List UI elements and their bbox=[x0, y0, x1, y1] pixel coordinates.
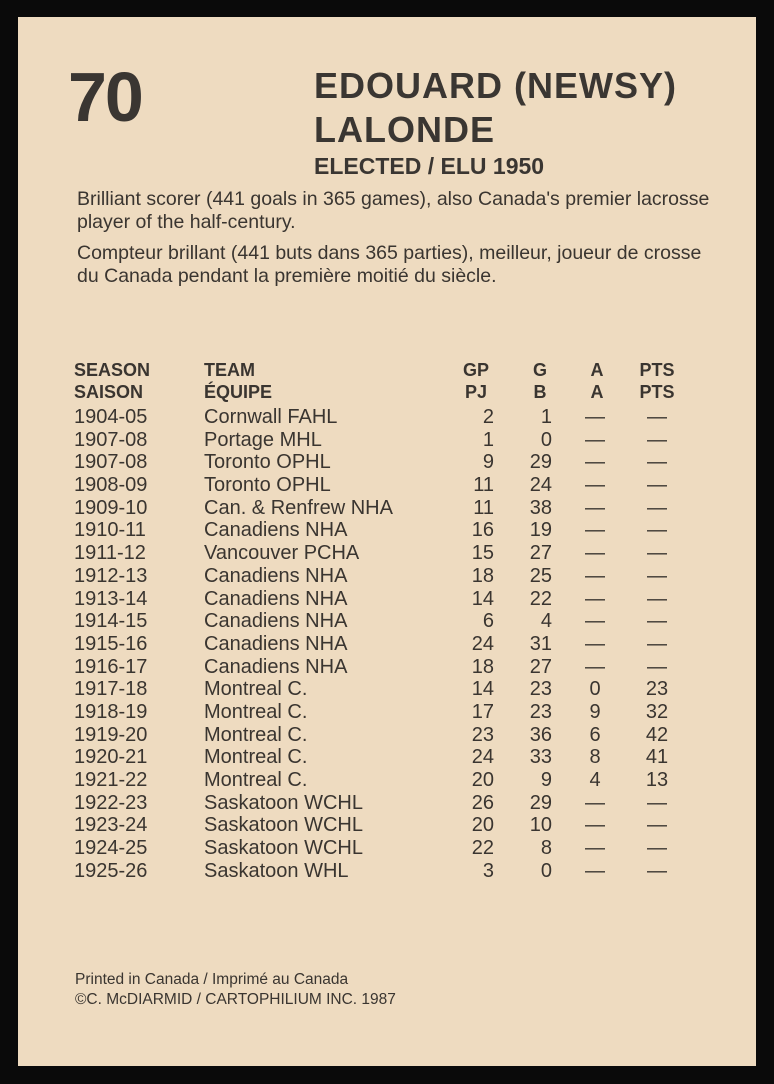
card-number: 70 bbox=[68, 58, 142, 136]
goals-cell: 4 bbox=[540, 610, 552, 633]
gp-cell: 14 bbox=[471, 587, 494, 610]
team-cell: Canadiens NHA bbox=[204, 632, 348, 655]
gp-cell: 22 bbox=[471, 837, 494, 860]
header-team: TEAM ÉQUIPE bbox=[204, 360, 273, 402]
goals-cell: 29 bbox=[529, 791, 552, 814]
team-cell: Montreal C. bbox=[204, 746, 308, 769]
team-cell: Can. & Renfrew NHA bbox=[204, 496, 393, 519]
goals-cell: 27 bbox=[529, 655, 552, 678]
team-cell: Portage MHL bbox=[204, 428, 322, 451]
bio-english: Brilliant scorer (441 goals in 365 games), also Canada's premier lacrosse player of the half-century. bbox=[77, 188, 710, 233]
season-cell: 1915-16 bbox=[74, 632, 148, 655]
gp-cell: 15 bbox=[471, 542, 494, 565]
card-back bbox=[18, 17, 756, 1066]
assists-cell: — bbox=[585, 610, 605, 633]
points-cell: — bbox=[647, 632, 667, 655]
season-cell: 1922-23 bbox=[74, 791, 148, 814]
gp-cell: 24 bbox=[471, 632, 494, 655]
points-cell: — bbox=[647, 791, 667, 814]
stats-row bbox=[18, 860, 756, 883]
season-cell: 1920-21 bbox=[74, 746, 148, 769]
assists-cell: — bbox=[585, 542, 605, 565]
team-cell: Montreal C. bbox=[204, 769, 308, 791]
points-cell: — bbox=[647, 610, 667, 633]
points-cell: — bbox=[647, 542, 667, 565]
assists-cell: — bbox=[585, 837, 605, 860]
goals-cell: 10 bbox=[529, 814, 552, 837]
goals-cell: 36 bbox=[529, 723, 552, 746]
goals-cell: 23 bbox=[529, 678, 552, 701]
assists-cell: 9 bbox=[589, 700, 601, 723]
assists-cell: — bbox=[585, 564, 605, 587]
team-cell: Vancouver PCHA bbox=[204, 542, 360, 565]
stats-row bbox=[18, 588, 756, 611]
team-cell: Montreal C. bbox=[204, 723, 308, 746]
stats-row bbox=[18, 474, 756, 497]
stats-row bbox=[18, 633, 756, 656]
points-cell: — bbox=[647, 474, 667, 497]
header-a: A A bbox=[590, 360, 604, 402]
points-cell: — bbox=[647, 564, 667, 587]
goals-cell: 25 bbox=[529, 564, 552, 587]
stats-row bbox=[18, 814, 756, 837]
footer-copyright: ©C. McDIARMID / CARTOPHILIUM INC. 1987 bbox=[75, 991, 396, 1008]
stats-row bbox=[18, 542, 756, 565]
goals-cell: 29 bbox=[529, 451, 552, 474]
gp-cell: 20 bbox=[471, 814, 494, 837]
assists-cell: — bbox=[585, 519, 605, 542]
team-cell: Montreal C. bbox=[204, 678, 308, 701]
team-cell: Toronto OPHL bbox=[204, 474, 331, 497]
goals-cell: 31 bbox=[529, 632, 552, 655]
assists-cell: 8 bbox=[589, 746, 601, 769]
assists-cell: — bbox=[585, 814, 605, 837]
season-cell: 1910-11 bbox=[74, 519, 146, 542]
team-cell: Saskatoon WHL bbox=[204, 859, 349, 882]
season-cell: 1925-26 bbox=[74, 859, 148, 882]
season-cell: 1908-09 bbox=[74, 474, 148, 497]
points-cell: 23 bbox=[645, 678, 669, 701]
assists-cell: 4 bbox=[589, 769, 601, 791]
season-cell: 1907-08 bbox=[74, 451, 148, 474]
season-cell: 1924-25 bbox=[74, 837, 148, 860]
gp-cell: 2 bbox=[482, 406, 494, 428]
assists-cell: 6 bbox=[589, 723, 601, 746]
stats-row bbox=[18, 837, 756, 860]
stats-row bbox=[18, 724, 756, 747]
header-g: G B bbox=[532, 360, 547, 402]
assists-cell: — bbox=[585, 451, 605, 474]
season-cell: 1916-17 bbox=[74, 655, 148, 678]
season-cell: 1904-05 bbox=[74, 406, 148, 428]
stats-row bbox=[18, 429, 756, 452]
stats-row bbox=[18, 746, 756, 769]
goals-cell: 9 bbox=[540, 769, 552, 791]
stats-row bbox=[18, 406, 756, 429]
points-cell: — bbox=[647, 587, 667, 610]
gp-cell: 14 bbox=[471, 678, 494, 701]
assists-cell: — bbox=[585, 587, 605, 610]
season-cell: 1923-24 bbox=[74, 814, 148, 837]
team-cell: Canadiens NHA bbox=[204, 655, 348, 678]
goals-cell: 33 bbox=[529, 746, 552, 769]
points-cell: 13 bbox=[645, 769, 669, 791]
gp-cell: 18 bbox=[471, 655, 494, 678]
points-cell: 41 bbox=[645, 746, 669, 769]
goals-cell: 0 bbox=[540, 428, 552, 451]
gp-cell: 17 bbox=[471, 700, 494, 723]
stats-row bbox=[18, 792, 756, 815]
points-cell: — bbox=[647, 428, 667, 451]
player-name-line2: LALONDE bbox=[314, 109, 495, 150]
stats-row bbox=[18, 565, 756, 588]
gp-cell: 23 bbox=[471, 723, 494, 746]
team-cell: Saskatoon WCHL bbox=[204, 837, 363, 860]
assists-cell: — bbox=[585, 632, 605, 655]
stats-row bbox=[18, 678, 756, 701]
gp-cell: 26 bbox=[471, 791, 494, 814]
bio-french: Compteur brillant (441 buts dans 365 parties), meilleur, joueur de crosse du Canada pendant la première moitié du siècle. bbox=[77, 242, 702, 287]
season-cell: 1909-10 bbox=[74, 496, 148, 519]
points-cell: — bbox=[647, 859, 667, 882]
stats-table bbox=[18, 406, 756, 882]
points-cell: — bbox=[647, 406, 667, 428]
team-cell: Canadiens NHA bbox=[204, 587, 348, 610]
season-cell: 1914-15 bbox=[74, 610, 148, 633]
gp-cell: 18 bbox=[471, 564, 494, 587]
stats-row bbox=[18, 701, 756, 724]
team-cell: Saskatoon WCHL bbox=[204, 814, 363, 837]
points-cell: — bbox=[647, 837, 667, 860]
season-cell: 1921-22 bbox=[74, 769, 148, 791]
team-cell: Canadiens NHA bbox=[204, 564, 348, 587]
points-cell: 42 bbox=[645, 723, 669, 746]
stats-row bbox=[18, 769, 756, 792]
gp-cell: 6 bbox=[482, 610, 494, 633]
gp-cell: 9 bbox=[482, 451, 494, 474]
gp-cell: 1 bbox=[482, 428, 494, 451]
goals-cell: 0 bbox=[540, 859, 552, 882]
team-cell: Canadiens NHA bbox=[204, 519, 348, 542]
assists-cell: — bbox=[585, 655, 605, 678]
points-cell: 32 bbox=[645, 700, 669, 723]
goals-cell: 22 bbox=[529, 587, 552, 610]
points-cell: — bbox=[647, 496, 667, 519]
team-cell: Saskatoon WCHL bbox=[204, 791, 363, 814]
team-cell: Montreal C. bbox=[204, 700, 308, 723]
points-cell: — bbox=[647, 655, 667, 678]
season-cell: 1919-20 bbox=[74, 723, 148, 746]
points-cell: — bbox=[647, 814, 667, 837]
goals-cell: 24 bbox=[529, 474, 552, 497]
assists-cell: — bbox=[585, 496, 605, 519]
gp-cell: 20 bbox=[471, 769, 494, 791]
gp-cell: 16 bbox=[471, 519, 494, 542]
assists-cell: 0 bbox=[589, 678, 601, 701]
header-gp: GP PJ bbox=[462, 360, 489, 402]
assists-cell: — bbox=[585, 474, 605, 497]
gp-cell: 3 bbox=[482, 859, 494, 882]
season-cell: 1917-18 bbox=[74, 678, 148, 701]
season-cell: 1912-13 bbox=[74, 564, 148, 587]
season-cell: 1918-19 bbox=[74, 700, 148, 723]
goals-cell: 19 bbox=[529, 519, 552, 542]
assists-cell: — bbox=[585, 859, 605, 882]
goals-cell: 1 bbox=[540, 406, 552, 428]
stats-row bbox=[18, 451, 756, 474]
gp-cell: 11 bbox=[473, 496, 494, 519]
goals-cell: 8 bbox=[540, 837, 552, 860]
season-cell: 1913-14 bbox=[74, 587, 148, 610]
points-cell: — bbox=[647, 519, 667, 542]
season-cell: 1911-12 bbox=[74, 542, 146, 565]
goals-cell: 27 bbox=[529, 542, 552, 565]
stats-row bbox=[18, 656, 756, 679]
gp-cell: 24 bbox=[471, 746, 494, 769]
assists-cell: — bbox=[585, 791, 605, 814]
assists-cell: — bbox=[585, 428, 605, 451]
footer bbox=[75, 970, 396, 1010]
player-name-line1: EDOUARD (NEWSY) bbox=[314, 65, 677, 106]
team-cell: Toronto OPHL bbox=[204, 451, 331, 474]
goals-cell: 38 bbox=[529, 496, 552, 519]
stats-row bbox=[18, 497, 756, 520]
stats-row bbox=[18, 610, 756, 633]
team-cell: Canadiens NHA bbox=[204, 610, 348, 633]
gp-cell: 11 bbox=[473, 474, 494, 497]
header-pts: PTS PTS bbox=[639, 360, 675, 402]
footer-printed: Printed in Canada / Imprimé au Canada bbox=[75, 971, 349, 988]
assists-cell: — bbox=[585, 406, 605, 428]
stats-row bbox=[18, 519, 756, 542]
season-cell: 1907-08 bbox=[74, 428, 148, 451]
header-season: SEASON SAISON bbox=[74, 360, 151, 402]
team-cell: Cornwall FAHL bbox=[204, 406, 338, 428]
points-cell: — bbox=[647, 451, 667, 474]
elected-year: ELECTED / ELU 1950 bbox=[314, 153, 545, 179]
goals-cell: 23 bbox=[529, 700, 552, 723]
